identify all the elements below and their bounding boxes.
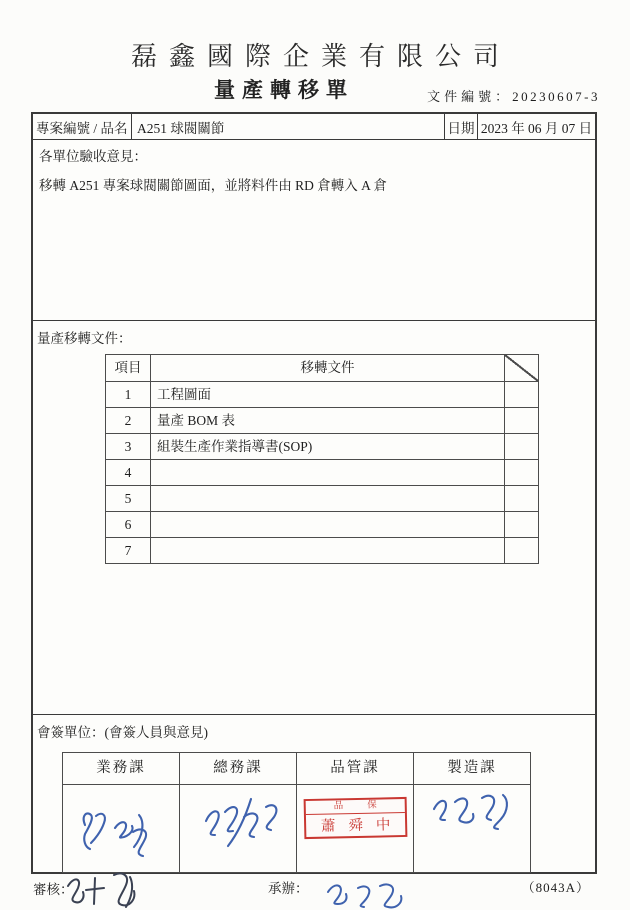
quality-sign-cell (296, 785, 413, 872)
row-number: 2 (106, 408, 151, 433)
acceptance-content: 移轉 A251 專案球閥關節圖面，並將料件由 RD 倉轉入 A 倉 (39, 178, 388, 193)
document-number-value: 20230607-3 (512, 89, 600, 104)
col-header-doc: 移轉文件 (151, 355, 505, 381)
row-number: 6 (106, 512, 151, 537)
countersign-label: 會簽單位：(會簽人員與意見) (37, 725, 208, 740)
countersign-signatures (63, 785, 530, 872)
handler-label: 承辦： (268, 881, 309, 896)
table-row (106, 511, 538, 537)
col-header-item: 項目 (106, 355, 151, 381)
table-row (106, 381, 538, 407)
countersign-table (62, 752, 531, 873)
row-check-cell (505, 538, 538, 563)
row-check-cell (505, 382, 538, 407)
general-affairs-sign-cell (179, 785, 296, 872)
manufacturing-signature (424, 787, 519, 837)
col-header-check-diagonal (505, 355, 538, 381)
project-label: 專案編號 / 品名 (33, 114, 132, 139)
acceptance-section (33, 140, 595, 321)
row-check-cell (505, 408, 538, 433)
project-value: A251 球閥關節 (137, 120, 225, 136)
row-doc-name (151, 512, 505, 537)
table-row (106, 407, 538, 433)
dept-quality: 品管課 (296, 753, 413, 784)
row-number: 3 (106, 434, 151, 459)
table-row (106, 537, 538, 563)
review-signature (58, 866, 150, 910)
row-check-cell (505, 434, 538, 459)
date-value: 2023 年 06 月 07 日 (480, 120, 593, 136)
quality-approval-stamp (304, 797, 408, 839)
row-check-cell (505, 486, 538, 511)
table-row (106, 433, 538, 459)
row-doc-name (151, 538, 505, 563)
project-header-row (33, 114, 595, 140)
countersign-header (63, 753, 530, 785)
review-label: 審核： (33, 882, 74, 897)
row-check-cell (505, 460, 538, 485)
manufacturing-sign-cell (413, 785, 530, 872)
row-doc-name: 量產 BOM 表 (151, 408, 505, 433)
row-number: 4 (106, 460, 151, 485)
transfer-docs-section (33, 321, 595, 715)
row-number: 7 (106, 538, 151, 563)
dept-sales: 業務課 (96, 760, 146, 776)
acceptance-label: 各單位驗收意見： (39, 149, 147, 164)
transfer-docs-table (105, 354, 539, 564)
general-affairs-signature (188, 789, 288, 853)
stamp-name: 蕭舜中 (320, 817, 404, 835)
form-title: 量產轉移單 (214, 78, 354, 102)
row-doc-name: 工程圖面 (151, 382, 505, 407)
form-body (31, 112, 597, 874)
handler-signature (318, 874, 418, 910)
dept-general-affairs: 總務課 (179, 753, 296, 784)
row-doc-name (151, 460, 505, 485)
stamp-title: 品保 (306, 799, 405, 815)
table-row (106, 459, 538, 485)
form-code: （8043A） (521, 880, 590, 895)
document-number (427, 86, 600, 105)
row-doc-name: 組裝生產作業指導書(SOP) (151, 434, 505, 459)
row-doc-name (151, 486, 505, 511)
table-row (106, 485, 538, 511)
transfer-docs-label: 量產移轉文件： (37, 331, 132, 346)
transfer-docs-header (106, 355, 538, 381)
countersign-section (33, 715, 595, 875)
row-check-cell (505, 512, 538, 537)
date-label: 日期 (444, 114, 478, 139)
sales-signature (73, 801, 171, 863)
document-number-label: 文件編號： (427, 89, 513, 104)
sales-sign-cell (63, 785, 179, 872)
company-name: 磊鑫國際企業有限公司 (130, 42, 511, 71)
row-number: 1 (106, 382, 151, 407)
dept-manufacturing: 製造課 (413, 753, 530, 784)
row-number: 5 (106, 486, 151, 511)
